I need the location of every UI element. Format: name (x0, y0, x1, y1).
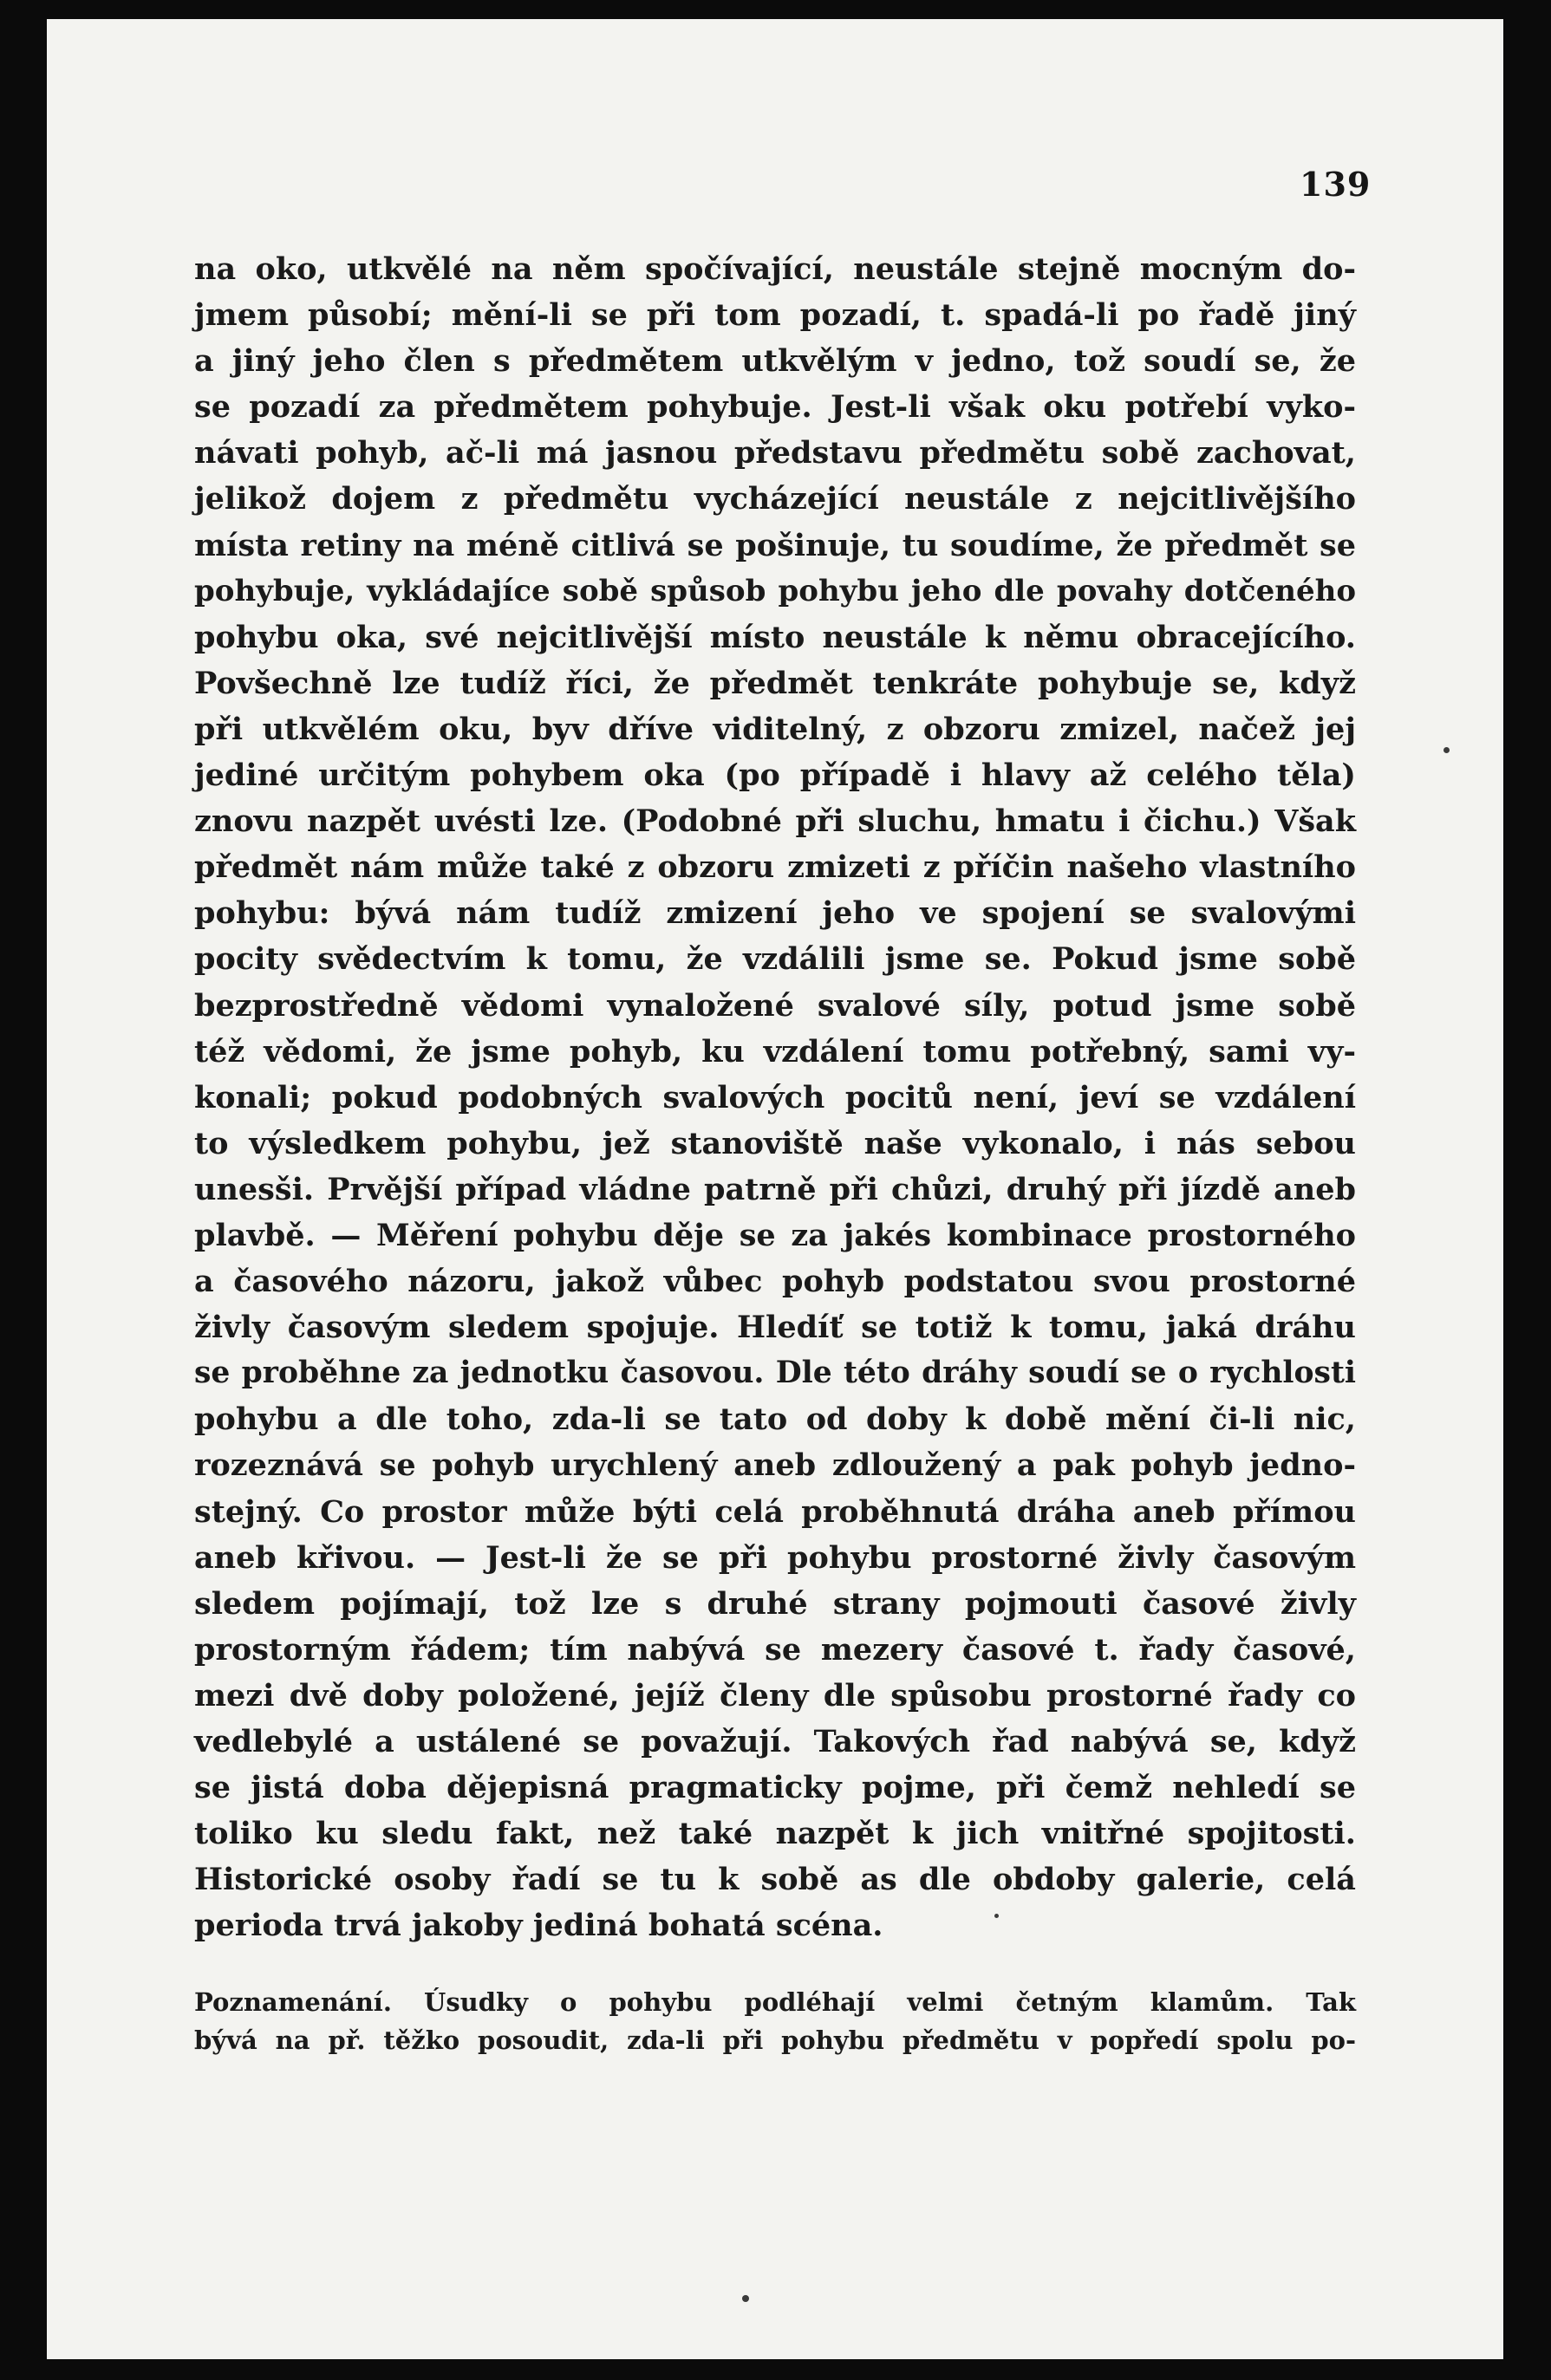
speck-mark (742, 2295, 749, 2302)
text-line: pohybu oka, své nejcitlivější místo neustále k němu obracejícího. (194, 619, 1356, 655)
page-number: 139 (1300, 165, 1372, 204)
footnote-line: Poznamenání. Úsudky o pohybu podléhají velmi četným klamům. Tak (194, 1987, 1356, 2017)
text-line: se jistá doba dějepisná pragmaticky pojme, při čemž nehledí se (194, 1770, 1356, 1806)
text-line: mezi dvě doby položené, jejíž členy dle spůsobu prostorné řady co (194, 1677, 1356, 1713)
text-line: živly časovým sledem spojuje. Hledíť se totiž k tomu, jaká dráhu (194, 1310, 1356, 1346)
text-line: místa retiny na méně citlivá se pošinuje, tu soudíme, že předmět se (194, 527, 1356, 563)
text-line: jelikož dojem z předmětu vycházející neustále z nejcitlivějšího (194, 481, 1356, 517)
text-line: prostorným řádem; tím nabývá se mezery časové t. řady časové, (194, 1631, 1356, 1668)
text-line: jmem působí; mění-li se při tom pozadí, t. spadá-li po řadě jiný (194, 297, 1356, 334)
footnote (194, 1983, 1356, 2059)
text-line: pohybuje, vykládajíce sobě spůsob pohybu jeho dle povahy dotčeného (194, 573, 1356, 608)
text-line: se proběhne za jednotku časovou. Dle této dráhy soudí se o rychlosti (194, 1356, 1356, 1391)
text-line-final: perioda trvá jakoby jediná bohatá scéna. (194, 1908, 883, 1944)
text-line: aneb křivou. — Jest-li že se při pohybu prostorné živly časovým (194, 1539, 1356, 1576)
book-page (47, 19, 1503, 2359)
text-line: rozeznává se pohyb urychlený aneb zdloužený a pak pohyb jedno- (194, 1447, 1356, 1484)
text-line: Historické osoby řadí se tu k sobě as dle obdoby galerie, celá (194, 1862, 1356, 1898)
text-line: pohybu: bývá nám tudíž zmizení jeho ve spojení se svalovými (194, 895, 1356, 932)
text-line: plavbě. — Měření pohybu děje se za jakés kombinace prostorného (194, 1217, 1356, 1253)
text-line: vedlebylé a ustálené se považují. Takových řad nabývá se, když (194, 1724, 1356, 1759)
text-line: to výsledkem pohybu, jež stanoviště naše vykonalo, i nás sebou (194, 1125, 1356, 1161)
text-line: pocity svědectvím k tomu, že vzdálili jsme se. Pokud jsme sobě (194, 941, 1356, 978)
text-line: při utkvělém oku, byv dříve viditelný, z obzoru zmizel, načež jej (194, 711, 1356, 747)
body-text (194, 246, 1356, 1948)
text-line: pohybu a dle toho, zda-li se tato od doby k době mění či-li nic, (194, 1401, 1356, 1438)
text-line: konali; pokud podobných svalových pocitů není, jeví se vzdálení (194, 1079, 1356, 1115)
text-line: a jiný jeho člen s předmětem utkvělým v jedno, tož soudí se, že (194, 343, 1356, 380)
text-line: předmět nám může také z obzoru zmizeti z příčin našeho vlastního (194, 849, 1356, 886)
text-line: Povšechně lze tudíž říci, že předmět tenkráte pohybuje se, když (194, 665, 1356, 701)
text-line: se pozadí za předmětem pohybuje. Jest-li však oku potřebí vyko- (194, 389, 1356, 426)
footnote-line: bývá na př. těžko posoudit, zda-li při pohybu předmětu v popředí spolu po- (194, 2026, 1356, 2055)
text-line: jediné určitým pohybem oka (po případě i hlavy až celého těla) (194, 758, 1356, 794)
text-line: toliko ku sledu fakt, než také nazpět k jich vnitřné spojitosti. (194, 1816, 1356, 1852)
text-line: stejný. Co prostor může býti celá proběhnutá dráha aneb přímou (194, 1493, 1356, 1530)
text-line: na oko, utkvělé na něm spočívající, neustále stejně mocným do- (194, 251, 1356, 287)
text-line: unesši. Prvější případ vládne patrně při chůzi, druhý při jízdě aneb (194, 1171, 1356, 1207)
text-line: znovu nazpět uvésti lze. (Podobné při sluchu, hmatu i čichu.) Však (194, 803, 1356, 840)
text-line: sledem pojímají, tož lze s druhé strany pojmouti časové živly (194, 1585, 1356, 1622)
text-line: návati pohyb, ač-li má jasnou představu předmětu sobě zachovat, (194, 435, 1356, 471)
text-line: a časového názoru, jakož vůbec pohyb podstatou svou prostorné (194, 1264, 1356, 1300)
text-line: bezprostředně vědomi vynaložené svalové síly, potud jsme sobě (194, 987, 1356, 1024)
text-line: též vědomi, že jsme pohyb, ku vzdálení tomu potřebný, sami vy- (194, 1033, 1356, 1070)
speck-mark (1443, 747, 1450, 753)
speck-mark (994, 1914, 999, 1918)
